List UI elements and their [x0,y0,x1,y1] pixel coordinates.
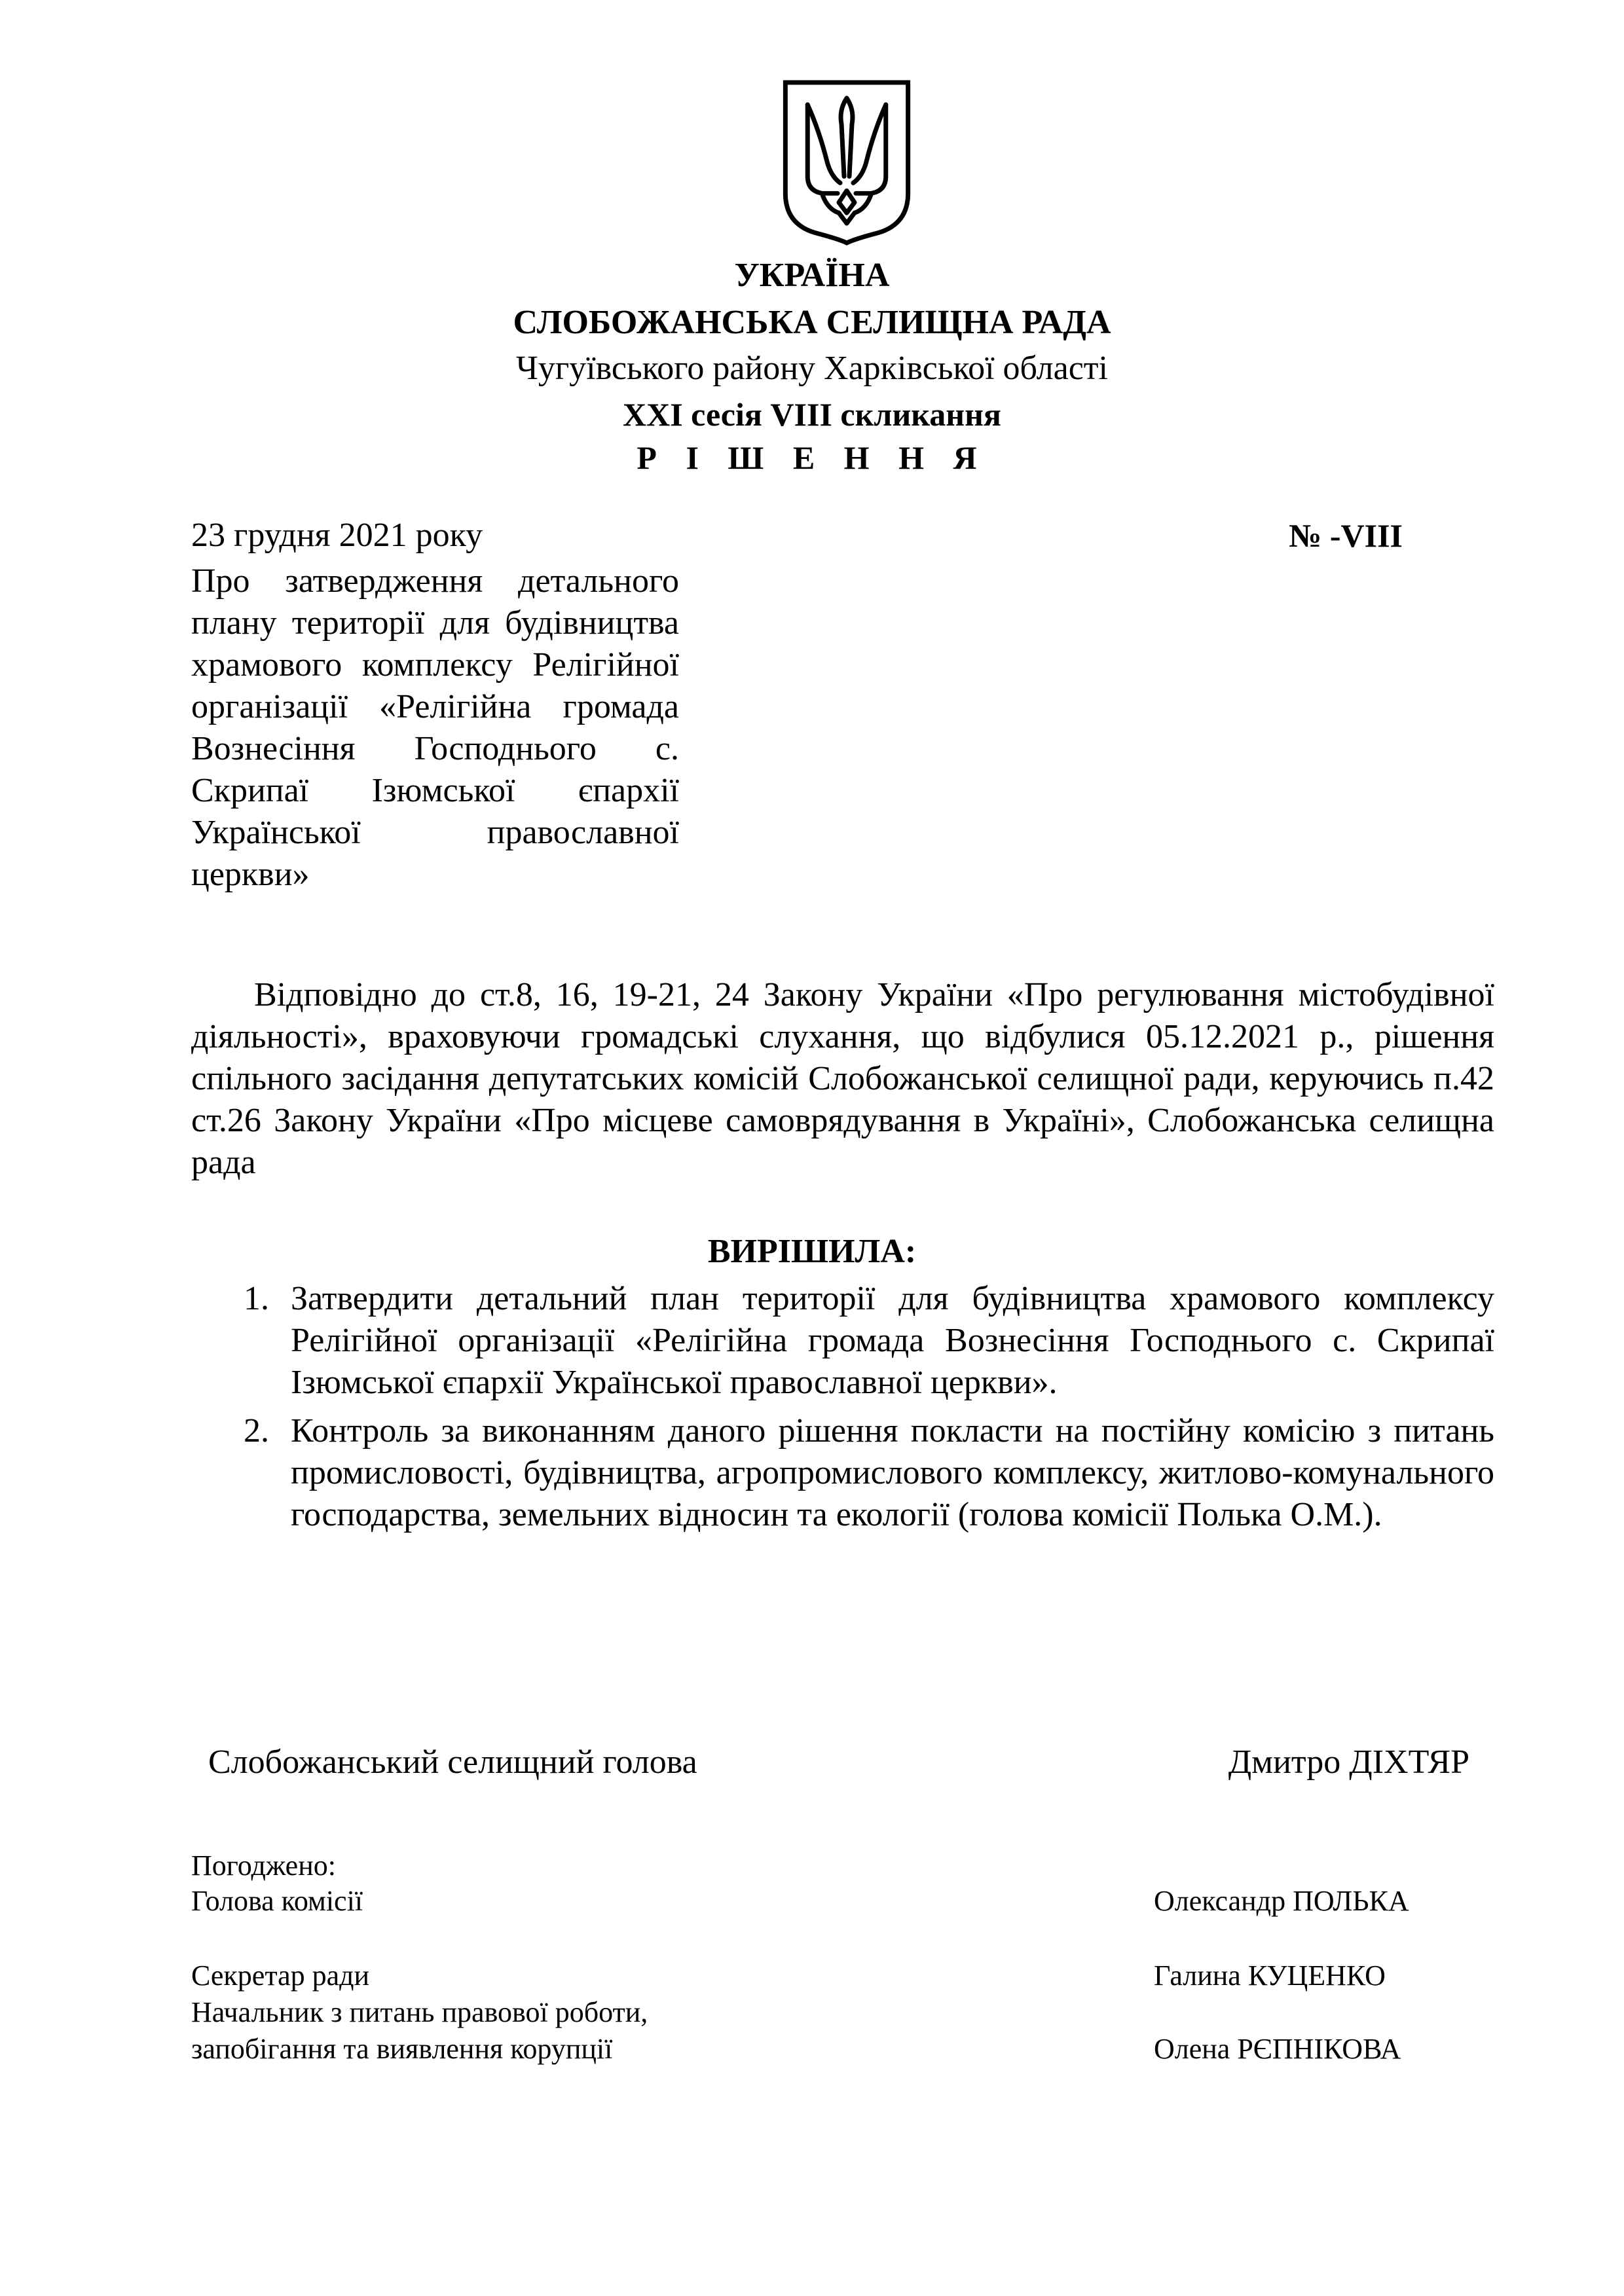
district-subtitle: Чугуївського району Харківської області [516,350,1108,387]
signatory-name: Дмитро ДІХТЯР [1228,1743,1469,1781]
secretary-name: Галина КУЦЕНКО [1154,1959,1386,1992]
commission-head-name: Олександр ПОЛЬКА [1154,1885,1409,1917]
item-text: Контроль за виконанням даного рішення покласти на постійну комісію з питань промисловості, будівництва, агропромислового комплексу, житлово-комунального господарства, земельних відносин та екології (голова комісії Полька О.М.). [291,1412,1494,1533]
session-title: ХХІ сесія VIII скликання [623,396,1001,433]
resolved-heading: ВИРІШИЛА: [707,1233,917,1270]
item-number: 1. [244,1280,269,1317]
country-title: УКРАЇНА [734,257,890,294]
coat-of-arms-of-ukraine-icon [781,79,913,246]
resolution-items-list [191,1278,1494,1536]
decision-subject: Про затвердження детального плану території для будівництва храмового комплексу Релігійної організації «Релігійна громада Вознесіння Господнього с. Скрипаї Ізюмської єпархії Української православної церкви» [191,562,679,893]
item-text: Затвердити детальний план території для будівництва храмового комплексу Релігійної організації «Релігійна громада Вознесіння Господнього с. Скрипаї Ізюмської єпархії Української православної церкви». [291,1280,1494,1401]
commission-head-title: Голова комісії [191,1885,363,1917]
signatory-title: Слобожанський селищний голова [208,1743,697,1781]
resolution-item [191,1410,1494,1536]
legal-head-title-line2: запобігання та виявлення корупції [191,2033,613,2065]
decision-date: 23 грудня 2021 року [191,517,483,554]
legal-head-name: Олена РЄПНІКОВА [1154,2033,1401,2065]
preamble-paragraph: Відповідно до ст.8, 16, 19-21, 24 Закону України «Про регулювання містобудівної діяльності», враховуючи громадські слухання, що відбулися 05.12.2021 р., рішення спільного засідання депутатських комісій Слобожанської селищної ради, керуючись п.42 ст.26 Закону України «Про місцеве самоврядування в Україні», Слобожанська селищна рада [191,976,1494,1181]
secretary-title: Секретар ради [191,1959,370,1992]
document-type-title: Р І Ш Е Н Н Я [637,439,987,476]
council-title: СЛОБОЖАНСЬКА СЕЛИЩНА РАДА [513,304,1111,341]
legal-head-title-line1: Начальник з питань правової роботи, [191,1996,648,2028]
item-number: 2. [244,1412,269,1449]
resolution-item [191,1278,1494,1404]
decision-number: № -VIII [1289,517,1403,554]
approvals-heading: Погоджено: [191,1850,336,1882]
